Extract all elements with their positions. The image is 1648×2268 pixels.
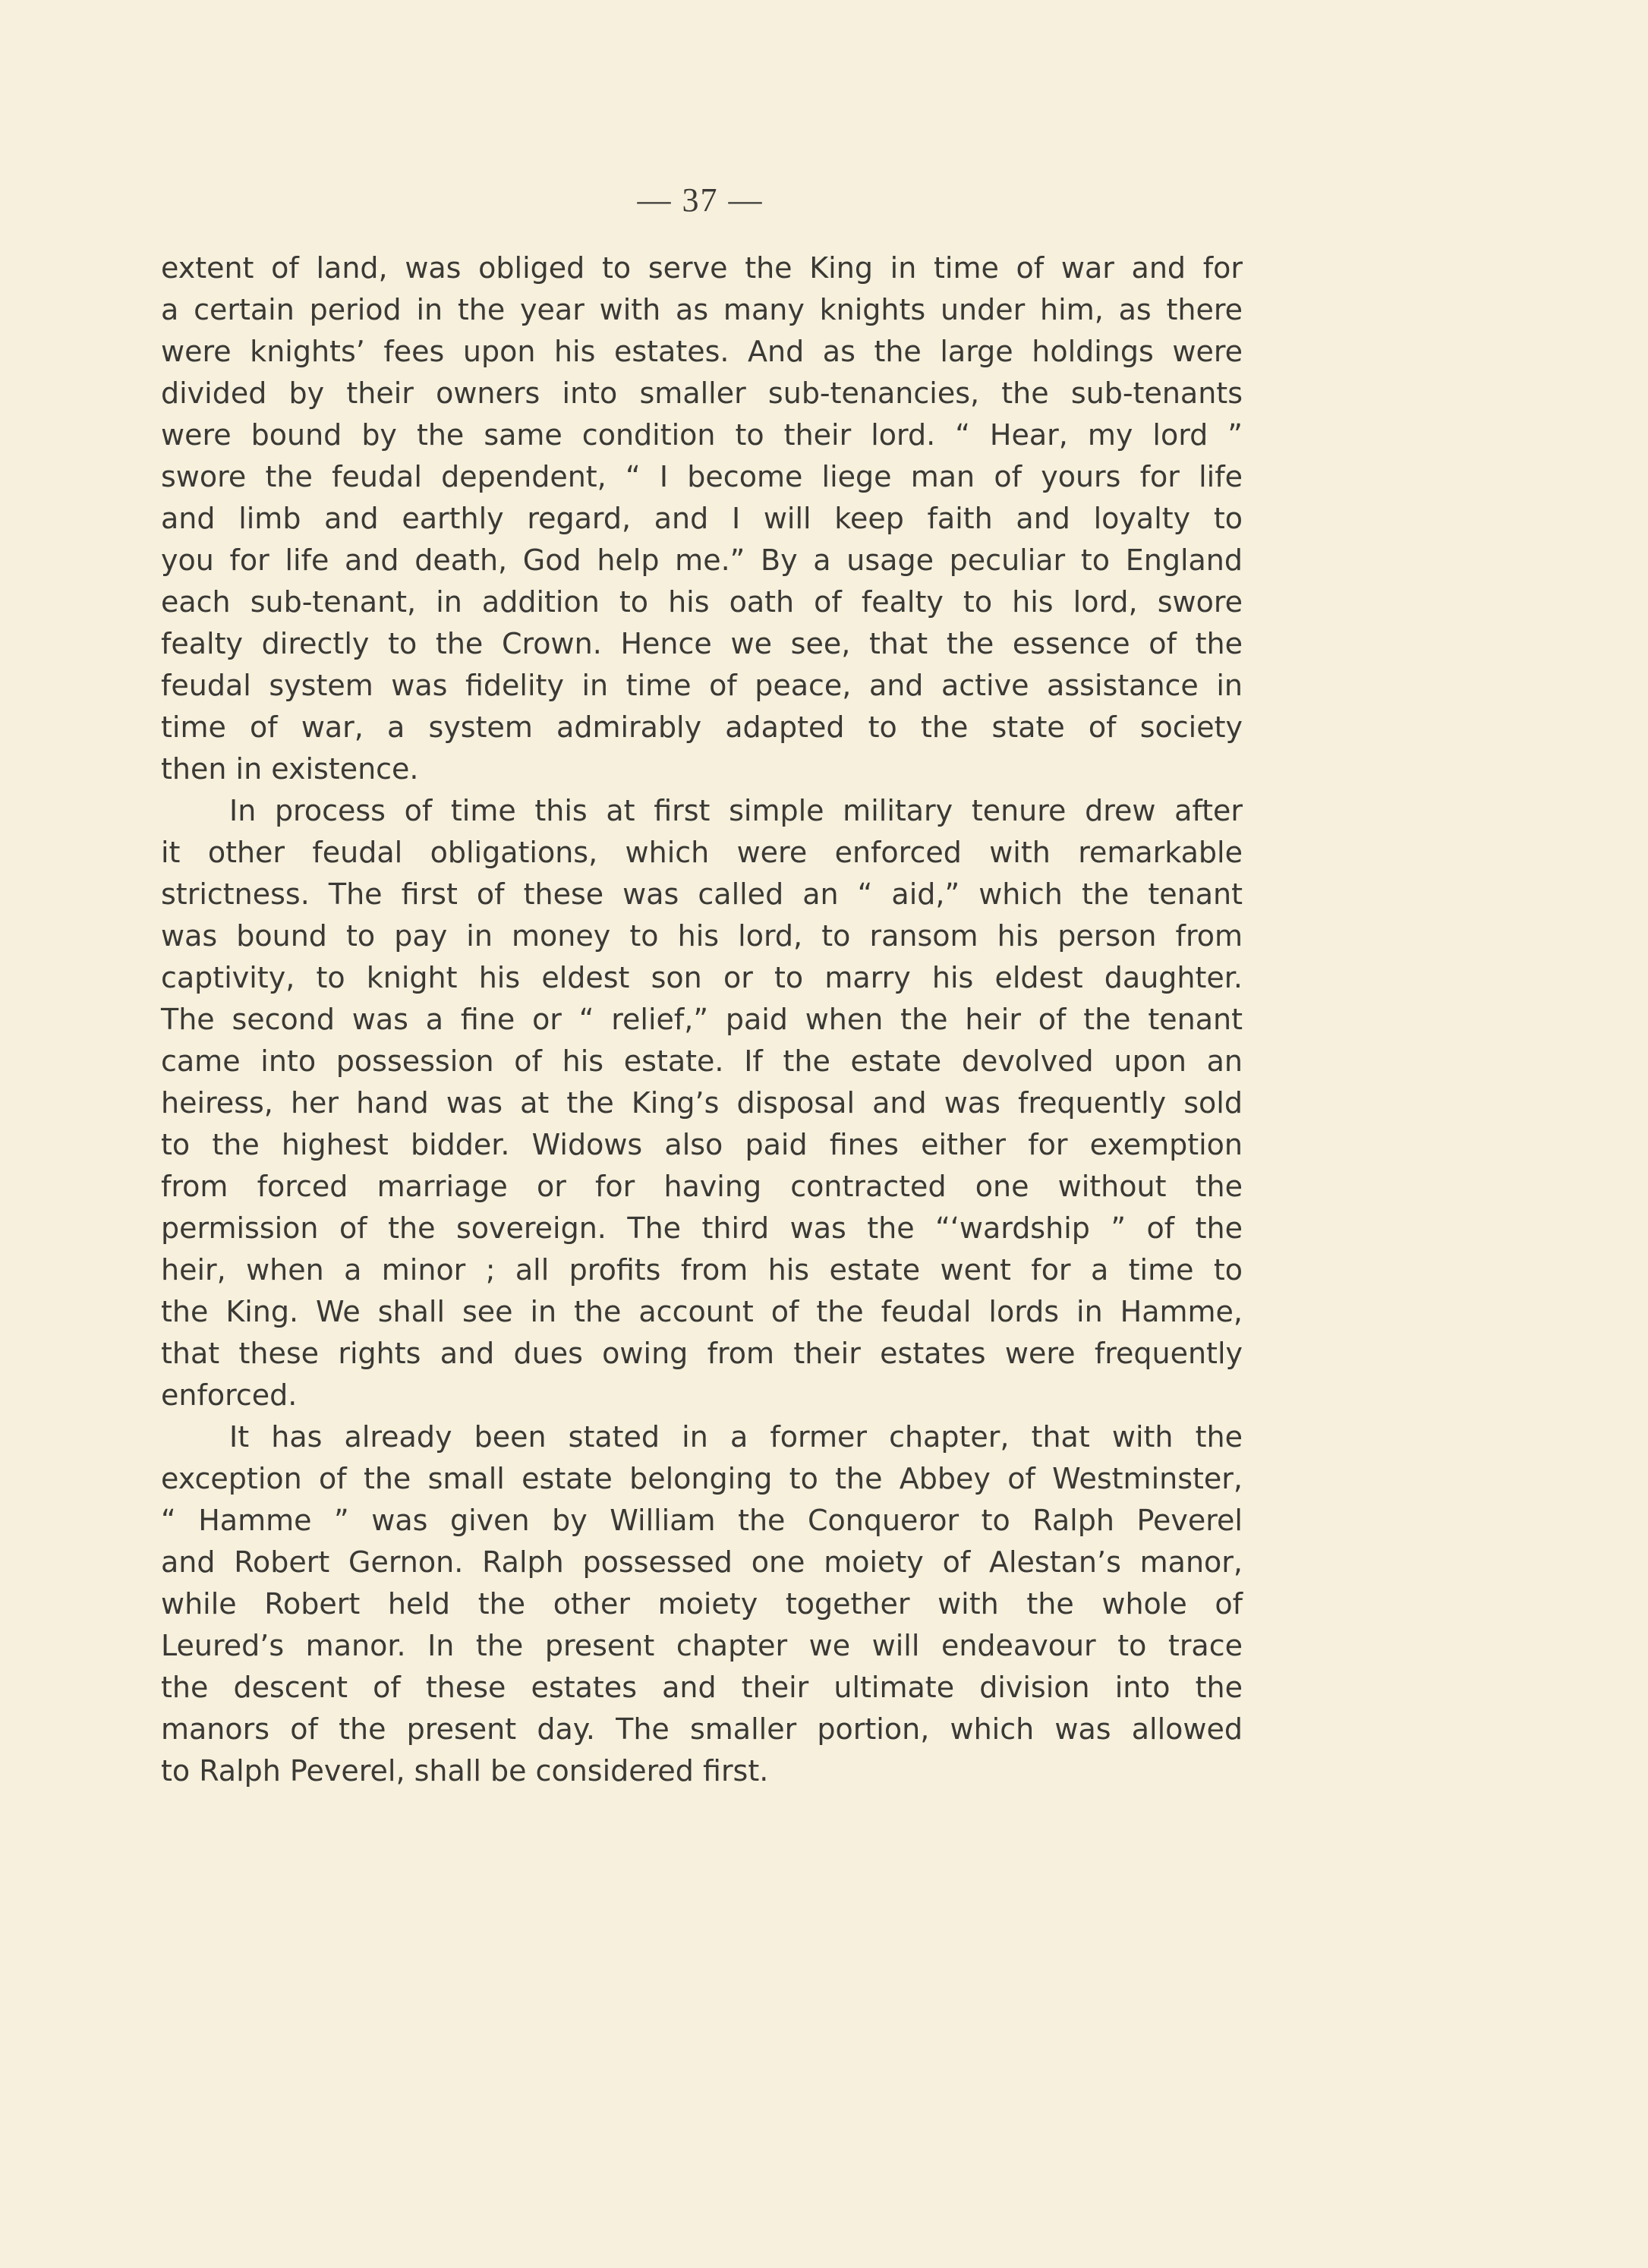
text-line: was bound to pay in money to his lord, to ransom his person from xyxy=(161,919,1243,953)
text-line: enforced. xyxy=(161,1378,298,1412)
text-line: exception of the small estate belonging to the Abbey of Westminster, xyxy=(161,1462,1243,1495)
text-line: it other feudal obligations, which were enforced with remarkable xyxy=(161,836,1243,869)
text-line: Leured’s manor. In the present chapter we will endeavour to trace xyxy=(161,1629,1243,1662)
text-line: time of war, a system admirably adapted to the state of society xyxy=(161,710,1243,744)
text-line: were knights’ fees upon his estates. And as the large holdings were xyxy=(161,335,1243,368)
text-line: manors of the present day. The smaller portion, which was allowed xyxy=(161,1712,1243,1746)
text-line: In process of time this at first simple military tenure drew after xyxy=(229,794,1243,827)
text-line: then in existence. xyxy=(161,752,419,786)
text-line: that these rights and dues owing from their estates were frequently xyxy=(161,1337,1243,1370)
text-line: a certain period in the year with as many knights under him, as there xyxy=(161,293,1243,326)
text-line: the King. We shall see in the account of the feudal lords in Hamme, xyxy=(161,1295,1243,1328)
body-text xyxy=(161,247,1243,1792)
text-line: the descent of these estates and their ultimate division into the xyxy=(161,1671,1243,1704)
text-line: heiress, her hand was at the King’s disposal and was frequently sold xyxy=(161,1086,1243,1120)
text-line: divided by their owners into smaller sub-tenancies, the sub-tenants xyxy=(161,376,1243,410)
text-line: permission of the sovereign. The third was the “‘wardship ” of the xyxy=(161,1211,1243,1245)
text-line: and limb and earthly regard, and I will keep faith and loyalty to xyxy=(161,502,1243,535)
text-line: It has already been stated in a former chapter, that with the xyxy=(229,1420,1243,1454)
text-line: to Ralph Peverel, shall be considered first. xyxy=(161,1754,769,1788)
text-line: you for life and death, God help me.” By a usage peculiar to England xyxy=(161,543,1243,577)
text-line: fealty directly to the Crown. Hence we see, that the essence of the xyxy=(161,627,1243,660)
text-line: and Robert Gernon. Ralph possessed one moiety of Alestan’s manor, xyxy=(161,1545,1243,1579)
text-line: swore the feudal dependent, “ I become liege man of yours for life xyxy=(161,460,1243,493)
text-line: came into possession of his estate. If the estate devolved upon an xyxy=(161,1044,1243,1078)
text-line: while Robert held the other moiety together with the whole of xyxy=(161,1587,1243,1621)
text-line: extent of land, was obliged to serve the King in time of war and for xyxy=(161,251,1243,285)
text-line: captivity, to knight his eldest son or to marry his eldest daughter. xyxy=(161,961,1243,994)
text-line: The second was a fine or “ relief,” paid when the heir of the tenant xyxy=(161,1003,1243,1036)
text-line: “ Hamme ” was given by William the Conqueror to Ralph Peverel xyxy=(161,1504,1243,1537)
text-line: heir, when a minor ; all profits from his estate went for a time to xyxy=(161,1253,1243,1287)
text-line: feudal system was fidelity in time of peace, and active assistance in xyxy=(161,669,1243,702)
text-line: each sub-tenant, in addition to his oath of fealty to his lord, swore xyxy=(161,585,1243,619)
text-line: to the highest bidder. Widows also paid fines either for exemption xyxy=(161,1128,1243,1161)
text-line: were bound by the same condition to their lord. “ Hear, my lord ” xyxy=(161,418,1243,452)
text-line: from forced marriage or for having contracted one without the xyxy=(161,1170,1243,1203)
page-number: — 37 — xyxy=(637,181,764,219)
text-line: strictness. The first of these was called an “ aid,” which the tenant xyxy=(161,877,1243,911)
